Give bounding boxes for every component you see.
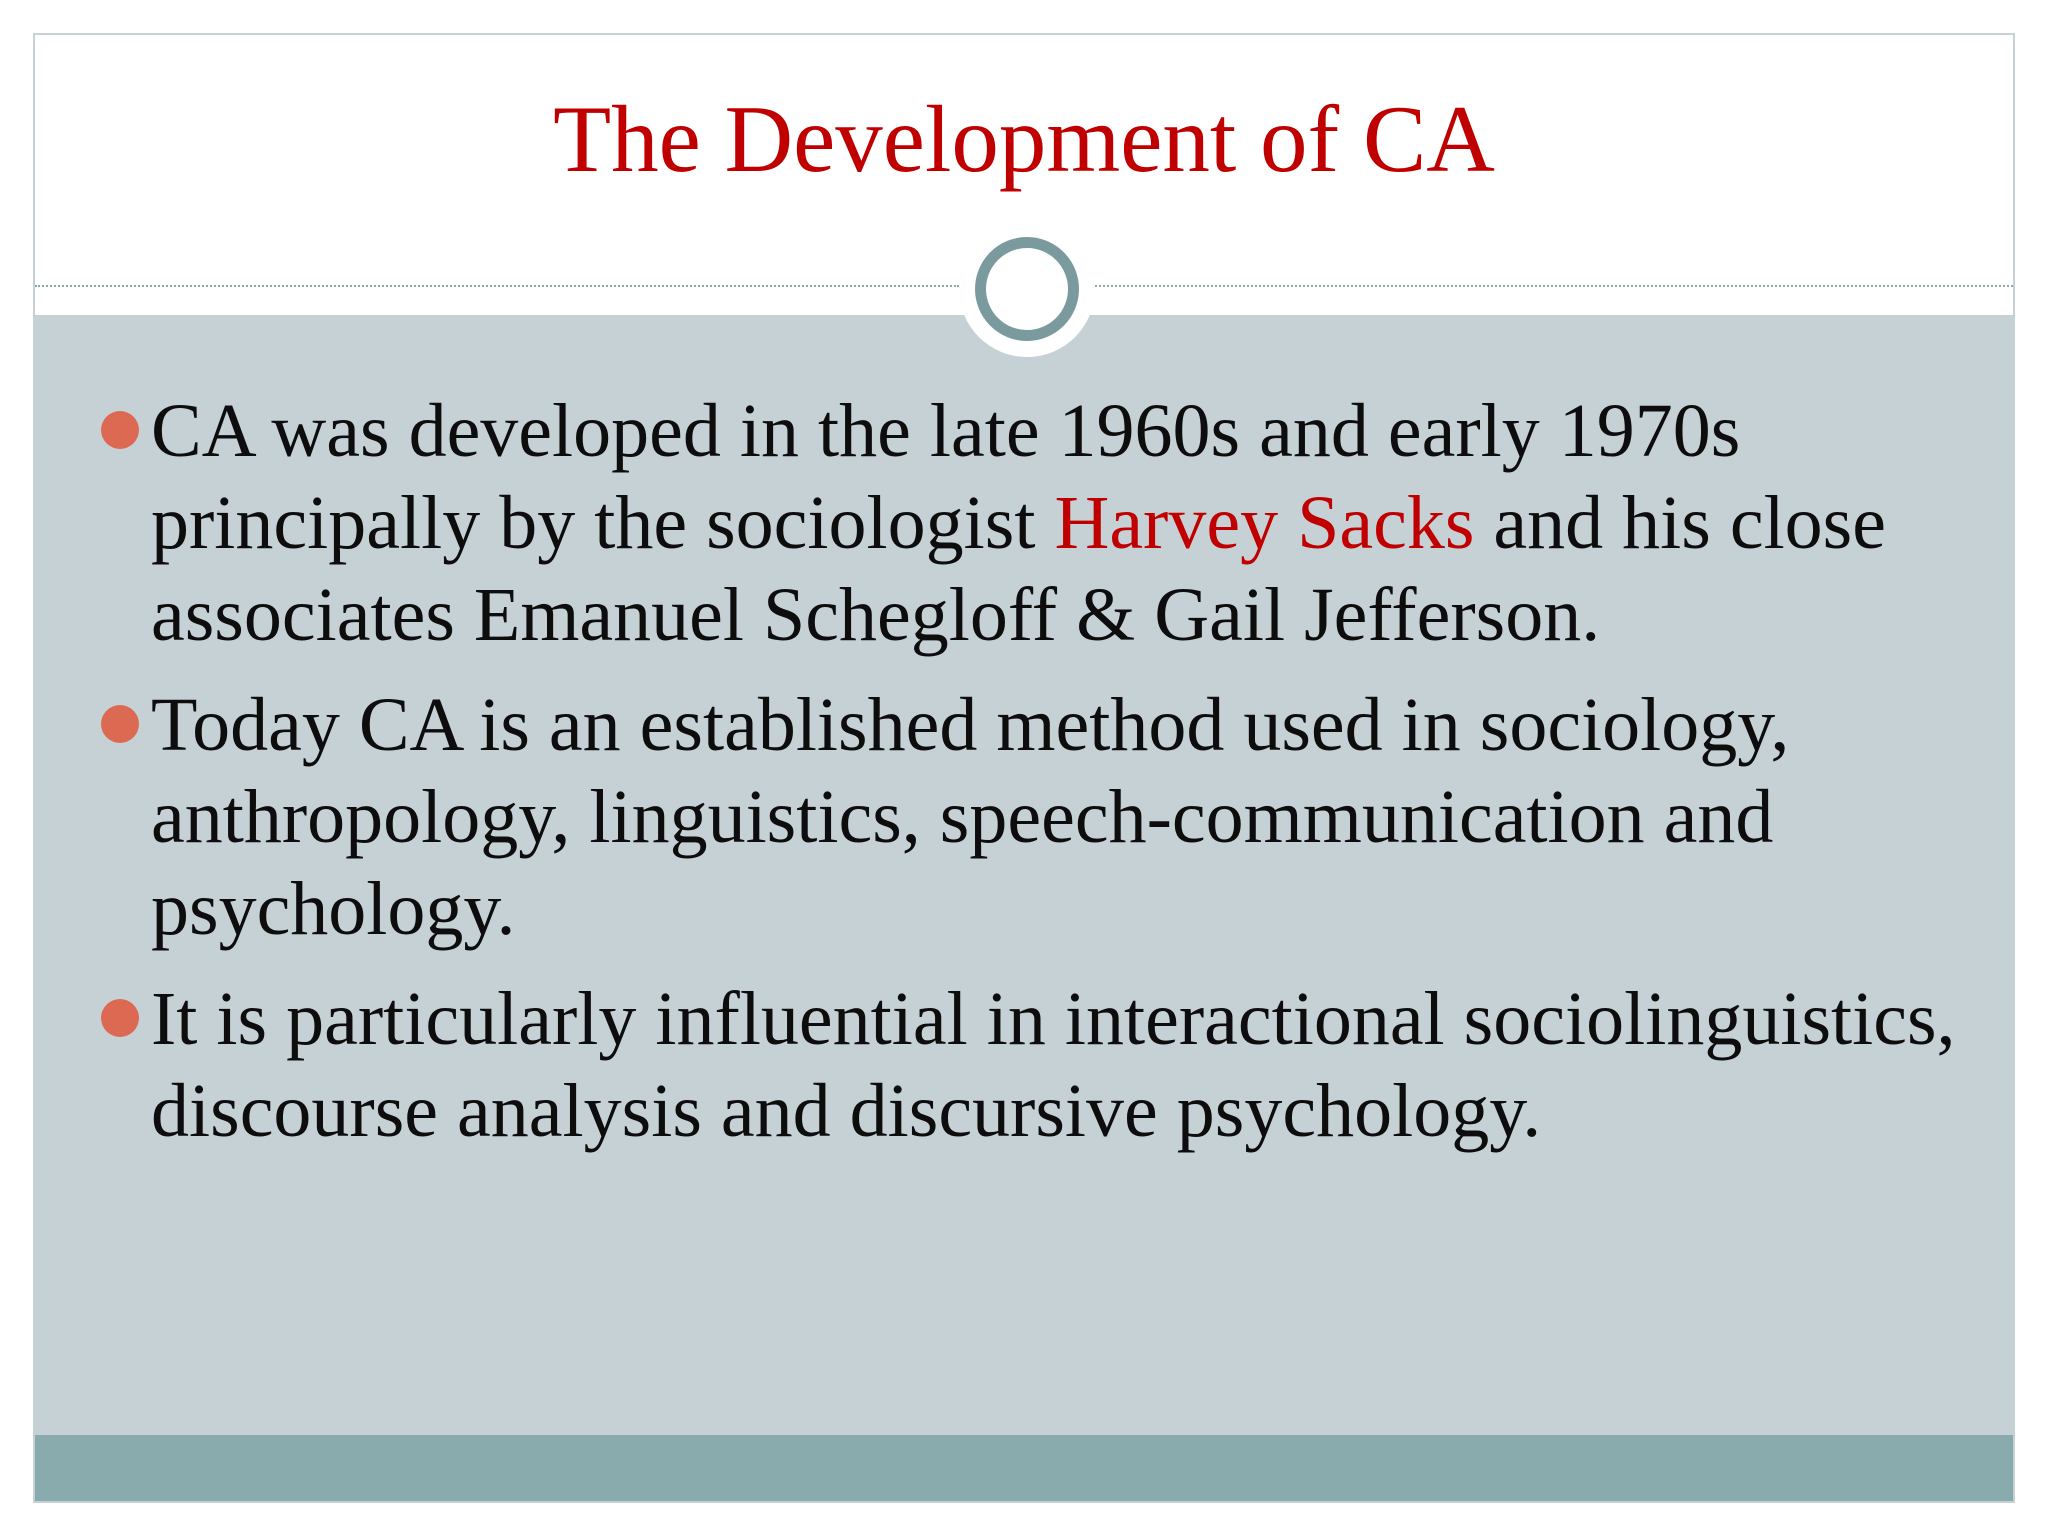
bullet-item — [35, 679, 2013, 955]
bullet-text-continued: and his close associates Emanuel Schegloff & Gail Jefferson. — [151, 481, 1886, 657]
bullet-dot-icon — [101, 411, 139, 449]
title-divider-right — [1095, 285, 2015, 287]
bullet-text: It is particularly influential in interactional sociolinguistics, discourse analysis and discursive psychology. — [151, 977, 1956, 1153]
footer-band — [35, 1435, 2013, 1503]
slide — [33, 33, 2015, 1503]
title-divider-left — [35, 285, 959, 287]
bullet-item — [35, 973, 2013, 1157]
slide-title: The Development of CA — [553, 86, 1495, 192]
bullet-dot-icon — [101, 999, 139, 1037]
bullet-item — [35, 385, 2013, 661]
bullet-text: Today CA is an established method used in sociology, anthropology, linguistics, speech-communication and psychology. — [151, 683, 1790, 951]
highlighted-name: Harvey Sacks — [1054, 481, 1475, 565]
bullet-text: CA was developed in the late 1960s and early 1970s principally by the sociologist — [151, 389, 1741, 565]
bullet-dot-icon — [101, 705, 139, 743]
bullet-list — [35, 385, 2013, 1175]
circle-ring-icon — [975, 237, 1079, 341]
